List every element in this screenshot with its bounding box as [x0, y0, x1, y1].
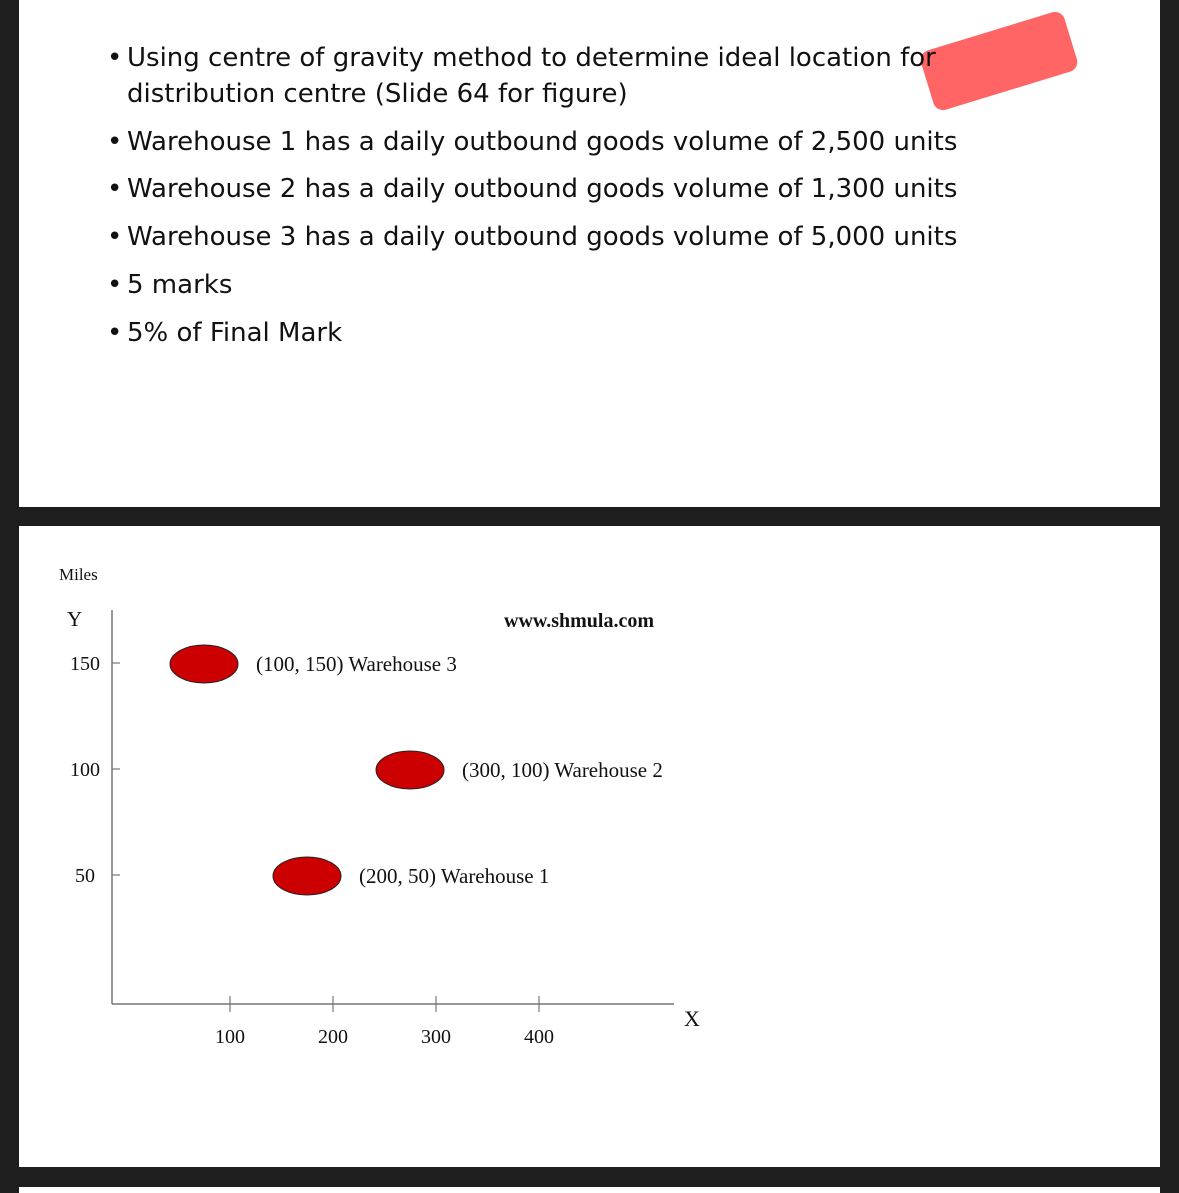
warehouse-location-figure-slide: [19, 526, 1160, 1167]
bullet-dot-icon: •: [107, 174, 123, 204]
bullet-text: 5 marks: [127, 270, 233, 300]
bullet-text-continued: distribution centre (Slide 64 for figure): [127, 79, 628, 109]
warehouse-point-label: (100, 150) Warehouse 3: [256, 652, 457, 676]
bullet-text: Warehouse 3 has a daily outbound goods volume of 5,000 units: [127, 222, 958, 252]
y-tick-label: 50: [75, 865, 95, 887]
bullet-dot-icon: •: [107, 270, 123, 300]
x-tick-label: 100: [215, 1026, 245, 1048]
y-axis-label: Y: [67, 607, 83, 631]
bullet-dot-icon: •: [107, 222, 123, 252]
assignment-text-slide: [19, 0, 1160, 507]
warehouse-point-label: (200, 50) Warehouse 1: [359, 864, 550, 888]
warehouse-point-marker: [170, 645, 238, 683]
red-highlighter-mark: [918, 9, 1080, 112]
source-url: www.shmula.com: [504, 610, 655, 632]
bullet-text: Using centre of gravity method to determine ideal location for: [127, 43, 936, 73]
y-tick-label: 150: [70, 653, 100, 675]
warehouse-point-marker: [273, 857, 341, 895]
x-axis-label: X: [684, 1006, 700, 1031]
warehouse-point-marker: [376, 751, 444, 789]
y-tick-label: 100: [70, 759, 100, 781]
bullet-text: 5% of Final Mark: [127, 318, 343, 348]
next-slide-edge: [19, 1187, 1160, 1193]
bullet-dot-icon: •: [107, 43, 123, 73]
units-label: Miles: [59, 565, 98, 584]
bullet-dot-icon: •: [107, 318, 123, 348]
x-tick-label: 200: [318, 1026, 348, 1048]
bullet-text: Warehouse 2 has a daily outbound goods volume of 1,300 units: [127, 174, 958, 204]
warehouse-point-label: (300, 100) Warehouse 2: [462, 758, 663, 782]
x-tick-label: 400: [524, 1026, 554, 1048]
bullet-dot-icon: •: [107, 127, 123, 157]
x-tick-label: 300: [421, 1026, 451, 1048]
bullet-text: Warehouse 1 has a daily outbound goods volume of 2,500 units: [127, 127, 958, 157]
warehouse-scatter-chart: [19, 526, 1160, 1167]
